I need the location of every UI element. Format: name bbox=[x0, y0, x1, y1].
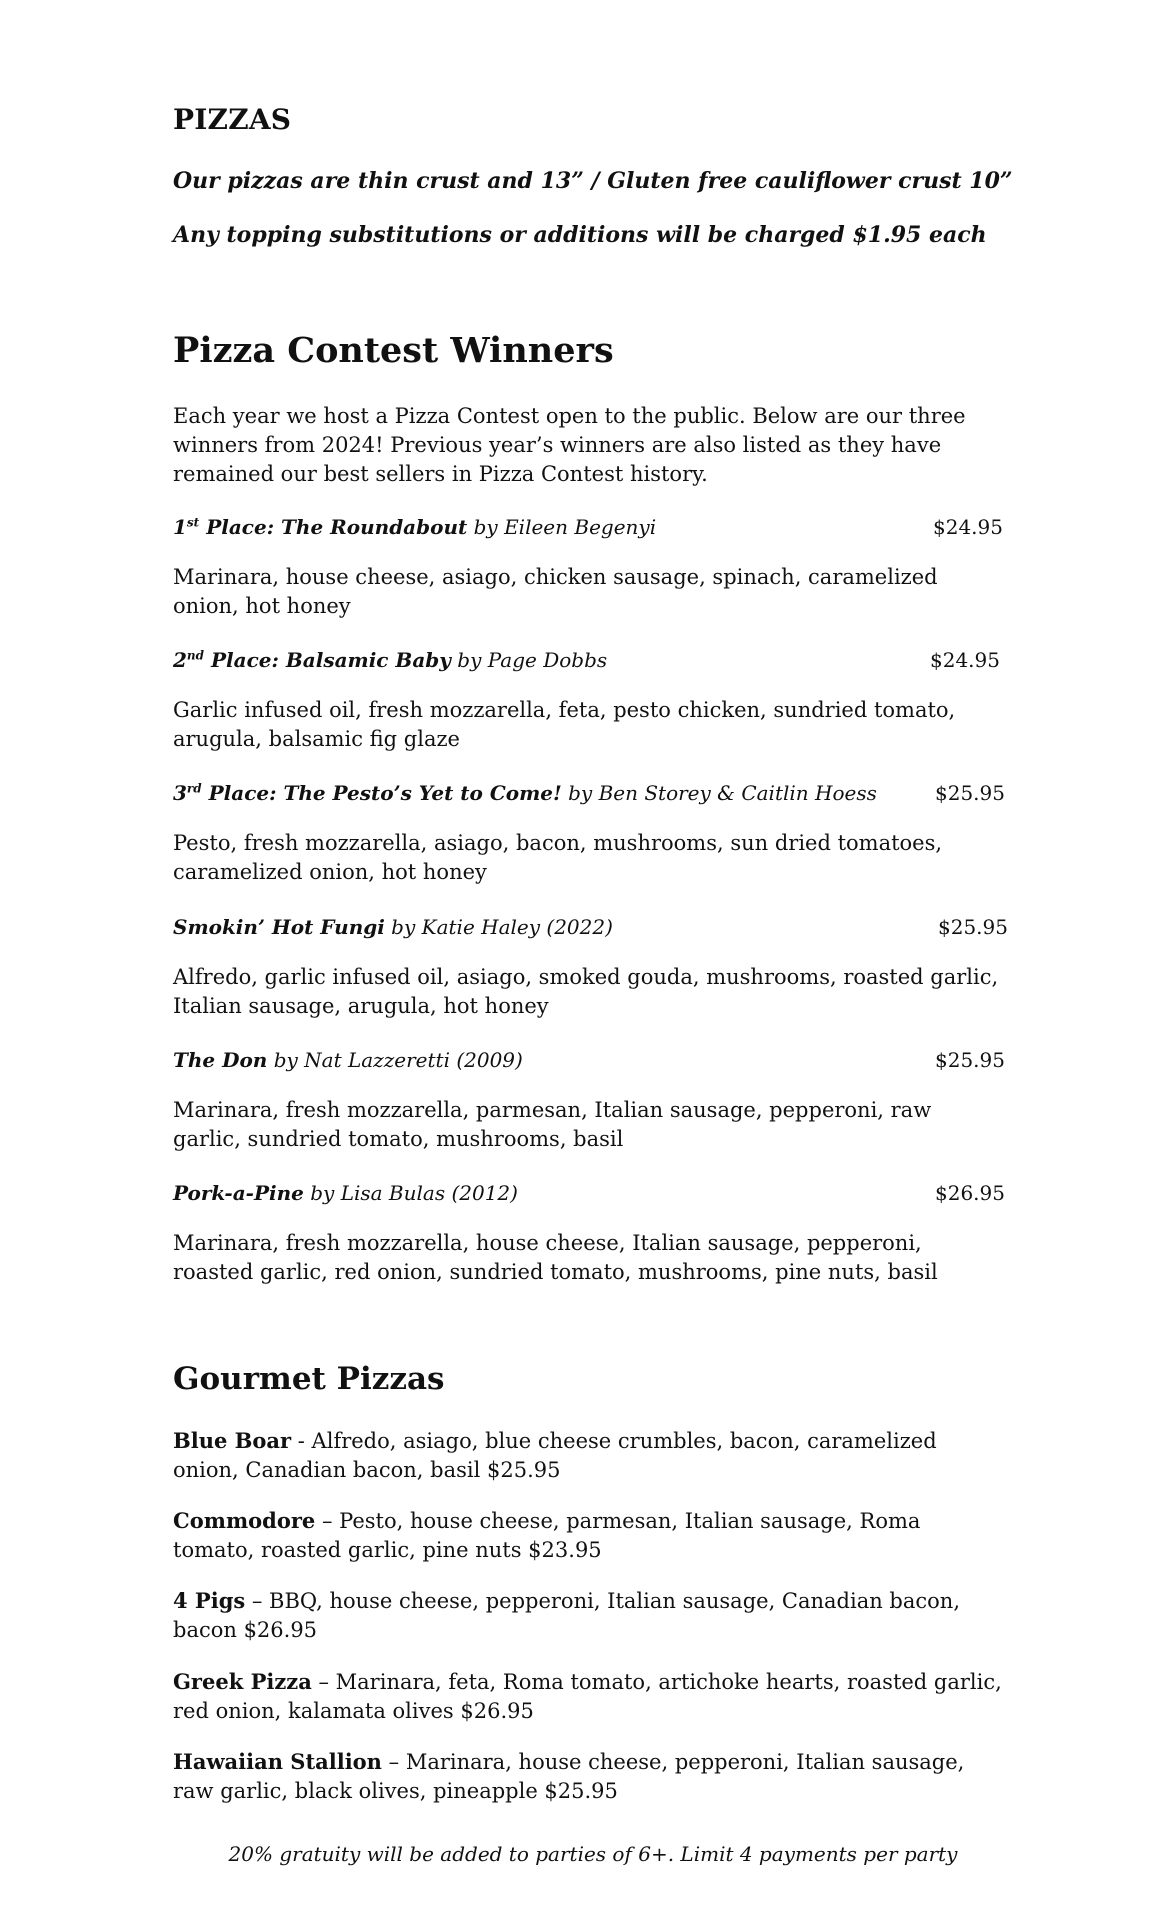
gourmet-item-name: Hawaiian Stallion bbox=[173, 1749, 382, 1774]
item-name: Smokin’ Hot Fungi bbox=[173, 915, 385, 939]
gourmet-item-text: – Pesto, house cheese, parmesan, Italian sausage, Roma tomato, roasted garlic, pine nuts $23.95 bbox=[173, 1509, 921, 1562]
gourmet-item-text: - Alfredo, asiago, blue cheese crumbles, bacon, caramelized onion, Canadian bacon, basil $25.95 bbox=[173, 1429, 937, 1482]
item-description: Marinara, fresh mozzarella, parmesan, Italian sausage, pepperoni, raw garlic, sundried tomato, mushrooms, basil bbox=[173, 1098, 932, 1151]
item-description: Garlic infused oil, fresh mozzarella, feta, pesto chicken, sundried tomato, arugula, balsamic fig glaze bbox=[173, 698, 956, 751]
gourmet-item bbox=[173, 1667, 1003, 1726]
gourmet-item-name: Commodore bbox=[173, 1508, 316, 1533]
item-description: Marinara, fresh mozzarella, house cheese, Italian sausage, pepperoni, roasted garlic, red onion, sundried tomato, mushrooms, pine nuts, basil bbox=[173, 1231, 938, 1284]
gourmet-item-name: Greek Pizza bbox=[173, 1669, 312, 1694]
gourmet-item bbox=[173, 1506, 1003, 1565]
gratuity-text: 20% gratuity will be added to parties of 6+. Limit 4 payments per party bbox=[228, 1842, 958, 1866]
gourmet-item bbox=[173, 1426, 1003, 1485]
gourmet-item-text: – Marinara, house cheese, pepperoni, Italian sausage, raw garlic, black olives, pineapple $25.95 bbox=[173, 1750, 965, 1803]
pizzas-heading: PIZZAS bbox=[173, 103, 292, 136]
item-author: by Lisa Bulas (2012) bbox=[303, 1181, 518, 1205]
gourmet-item bbox=[173, 1747, 1003, 1806]
item-name: 2nd Place: Balsamic Baby bbox=[173, 648, 451, 672]
crust-note: Our pizzas are thin crust and 13” / Gluten free cauliflower crust 10” bbox=[173, 168, 1013, 194]
contest-item-title bbox=[173, 1045, 1003, 1075]
item-author: by Eileen Begenyi bbox=[467, 515, 657, 539]
item-name: Pork-a-Pine bbox=[173, 1181, 304, 1205]
contest-item-title bbox=[173, 512, 1003, 542]
gourmet-heading: Gourmet Pizzas bbox=[173, 1361, 445, 1397]
item-name: The Don bbox=[173, 1048, 268, 1072]
item-author: by Ben Storey & Caitlin Hoess bbox=[561, 781, 877, 805]
item-price: $24.95 bbox=[933, 515, 1003, 539]
contest-intro: Each year we host a Pizza Contest open to the public. Below are our three winners from 2024! Previous year’s winners are also listed as they have remained our best sellers in Pizza Contest history. bbox=[173, 404, 966, 486]
contest-item-title bbox=[173, 912, 1008, 942]
item-description: Alfredo, garlic infused oil, asiago, smoked gouda, mushrooms, roasted garlic, Italian sausage, arugula, hot honey bbox=[173, 965, 999, 1018]
gourmet-item bbox=[173, 1586, 1003, 1645]
item-author: by Page Dobbs bbox=[450, 648, 608, 672]
gratuity-footer bbox=[0, 1842, 1166, 1866]
gourmet-item-text: – Marinara, feta, Roma tomato, artichoke hearts, roasted garlic, red onion, kalamata olives $26.95 bbox=[173, 1670, 1002, 1723]
substitution-note: Any topping substitutions or additions will be charged $1.95 each bbox=[173, 222, 987, 248]
item-description: Marinara, house cheese, asiago, chicken sausage, spinach, caramelized onion, hot honey bbox=[173, 565, 938, 618]
item-price: $25.95 bbox=[938, 915, 1008, 939]
item-price: $24.95 bbox=[930, 648, 1000, 672]
item-author: by Katie Haley (2022) bbox=[384, 915, 613, 939]
item-author: by Nat Lazzeretti (2009) bbox=[267, 1048, 523, 1072]
contest-heading: Pizza Contest Winners bbox=[173, 330, 614, 371]
item-name: 3rd Place: The Pesto’s Yet to Come! bbox=[173, 781, 562, 805]
item-price: $25.95 bbox=[935, 781, 1005, 805]
gourmet-item-name: Blue Boar bbox=[173, 1428, 292, 1453]
item-name: 1st Place: The Roundabout bbox=[173, 515, 468, 539]
contest-item-title bbox=[173, 645, 1003, 675]
gourmet-item-name: 4 Pigs bbox=[173, 1588, 246, 1613]
item-price: $25.95 bbox=[935, 1048, 1005, 1072]
item-price: $26.95 bbox=[935, 1181, 1005, 1205]
contest-item-title bbox=[173, 778, 1003, 808]
item-description: Pesto, fresh mozzarella, asiago, bacon, mushrooms, sun dried tomatoes, caramelized onion, hot honey bbox=[173, 831, 943, 884]
gourmet-item-text: – BBQ, house cheese, pepperoni, Italian sausage, Canadian bacon, bacon $26.95 bbox=[173, 1589, 960, 1642]
contest-item-title bbox=[173, 1178, 1003, 1208]
